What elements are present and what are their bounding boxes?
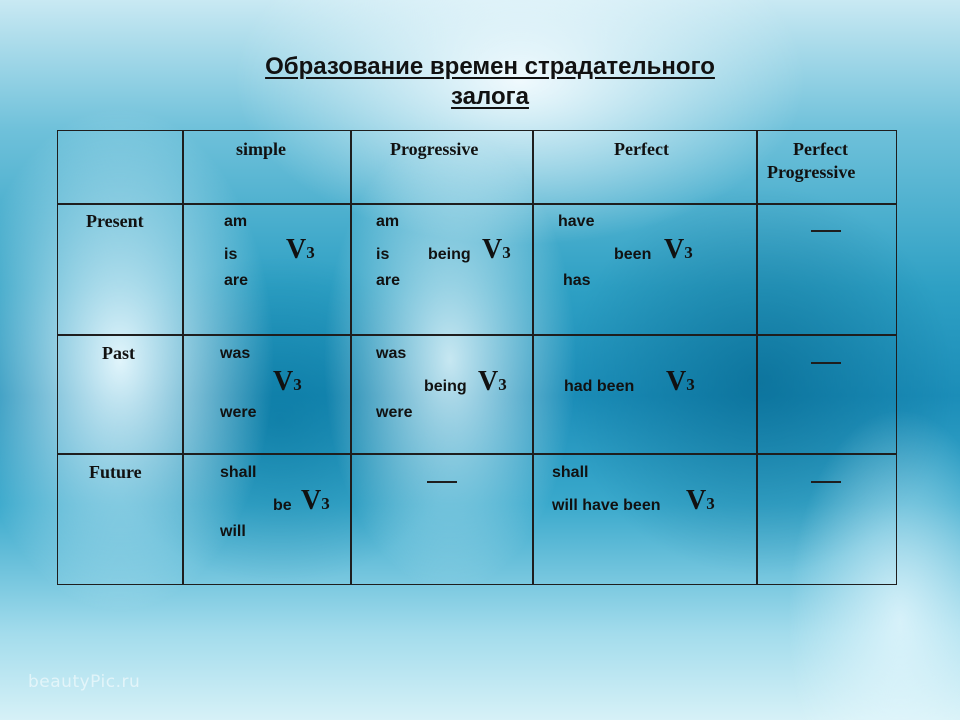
column-divider bbox=[756, 131, 758, 584]
present-progressive-am: am bbox=[376, 213, 400, 230]
header-perfect-progressive-line2: Progressive bbox=[767, 162, 856, 182]
past-progressive-were: were bbox=[376, 404, 413, 421]
row-divider bbox=[58, 453, 896, 455]
present-progressive-is: is bbox=[376, 246, 390, 263]
past-progressive-v3: V3 bbox=[478, 366, 507, 397]
title-line-1: Образование времен страдательного bbox=[265, 53, 715, 80]
past-simple-v3: V3 bbox=[273, 366, 302, 397]
present-progressive-v3: V3 bbox=[482, 234, 511, 265]
past-progressive-being: being bbox=[424, 378, 467, 395]
past-perfect-v3: V3 bbox=[666, 366, 695, 397]
column-divider bbox=[532, 131, 534, 584]
passive-voice-table bbox=[57, 130, 897, 585]
watermark: beautyPic.ru bbox=[28, 672, 141, 692]
column-divider bbox=[350, 131, 352, 584]
future-simple-will: will bbox=[220, 523, 246, 540]
page-title bbox=[0, 52, 960, 112]
present-perfect-v3: V3 bbox=[664, 234, 693, 265]
present-perfect-progressive-empty bbox=[811, 230, 841, 232]
present-progressive-are: are bbox=[376, 272, 401, 289]
row-divider bbox=[58, 334, 896, 336]
present-perfect-been: been bbox=[614, 246, 652, 263]
header-perfect-progressive-line1: Perfect bbox=[793, 139, 848, 159]
present-perfect-has: has bbox=[563, 272, 591, 289]
future-perfect-progressive-empty bbox=[811, 481, 841, 483]
future-perfect-will-have-been: will have been bbox=[552, 497, 661, 514]
row-divider bbox=[58, 203, 896, 205]
past-simple-were: were bbox=[220, 404, 257, 421]
present-simple-am: am bbox=[224, 213, 248, 230]
future-perfect-shall: shall bbox=[552, 464, 589, 481]
present-simple-is: is bbox=[224, 246, 238, 263]
header-simple: simple bbox=[236, 139, 287, 159]
row-label-past: Past bbox=[102, 343, 135, 363]
present-simple-are: are bbox=[224, 272, 249, 289]
title-line-2: залога bbox=[451, 83, 529, 110]
past-perfect-progressive-empty bbox=[811, 362, 841, 364]
future-simple-v3: V3 bbox=[301, 485, 330, 516]
header-progressive: Progressive bbox=[390, 139, 479, 159]
row-label-future: Future bbox=[89, 462, 142, 482]
future-perfect-v3: V3 bbox=[686, 485, 715, 516]
present-perfect-have: have bbox=[558, 213, 595, 230]
future-simple-shall: shall bbox=[220, 464, 257, 481]
past-progressive-was: was bbox=[376, 345, 407, 362]
future-simple-be: be bbox=[273, 497, 292, 514]
present-simple-v3: V3 bbox=[286, 234, 315, 265]
row-label-present: Present bbox=[86, 211, 144, 231]
future-progressive-empty bbox=[427, 481, 457, 483]
header-perfect: Perfect bbox=[614, 139, 669, 159]
present-progressive-being: being bbox=[428, 246, 471, 263]
past-perfect-had-been: had been bbox=[564, 378, 635, 395]
column-divider bbox=[182, 131, 184, 584]
past-simple-was: was bbox=[220, 345, 251, 362]
